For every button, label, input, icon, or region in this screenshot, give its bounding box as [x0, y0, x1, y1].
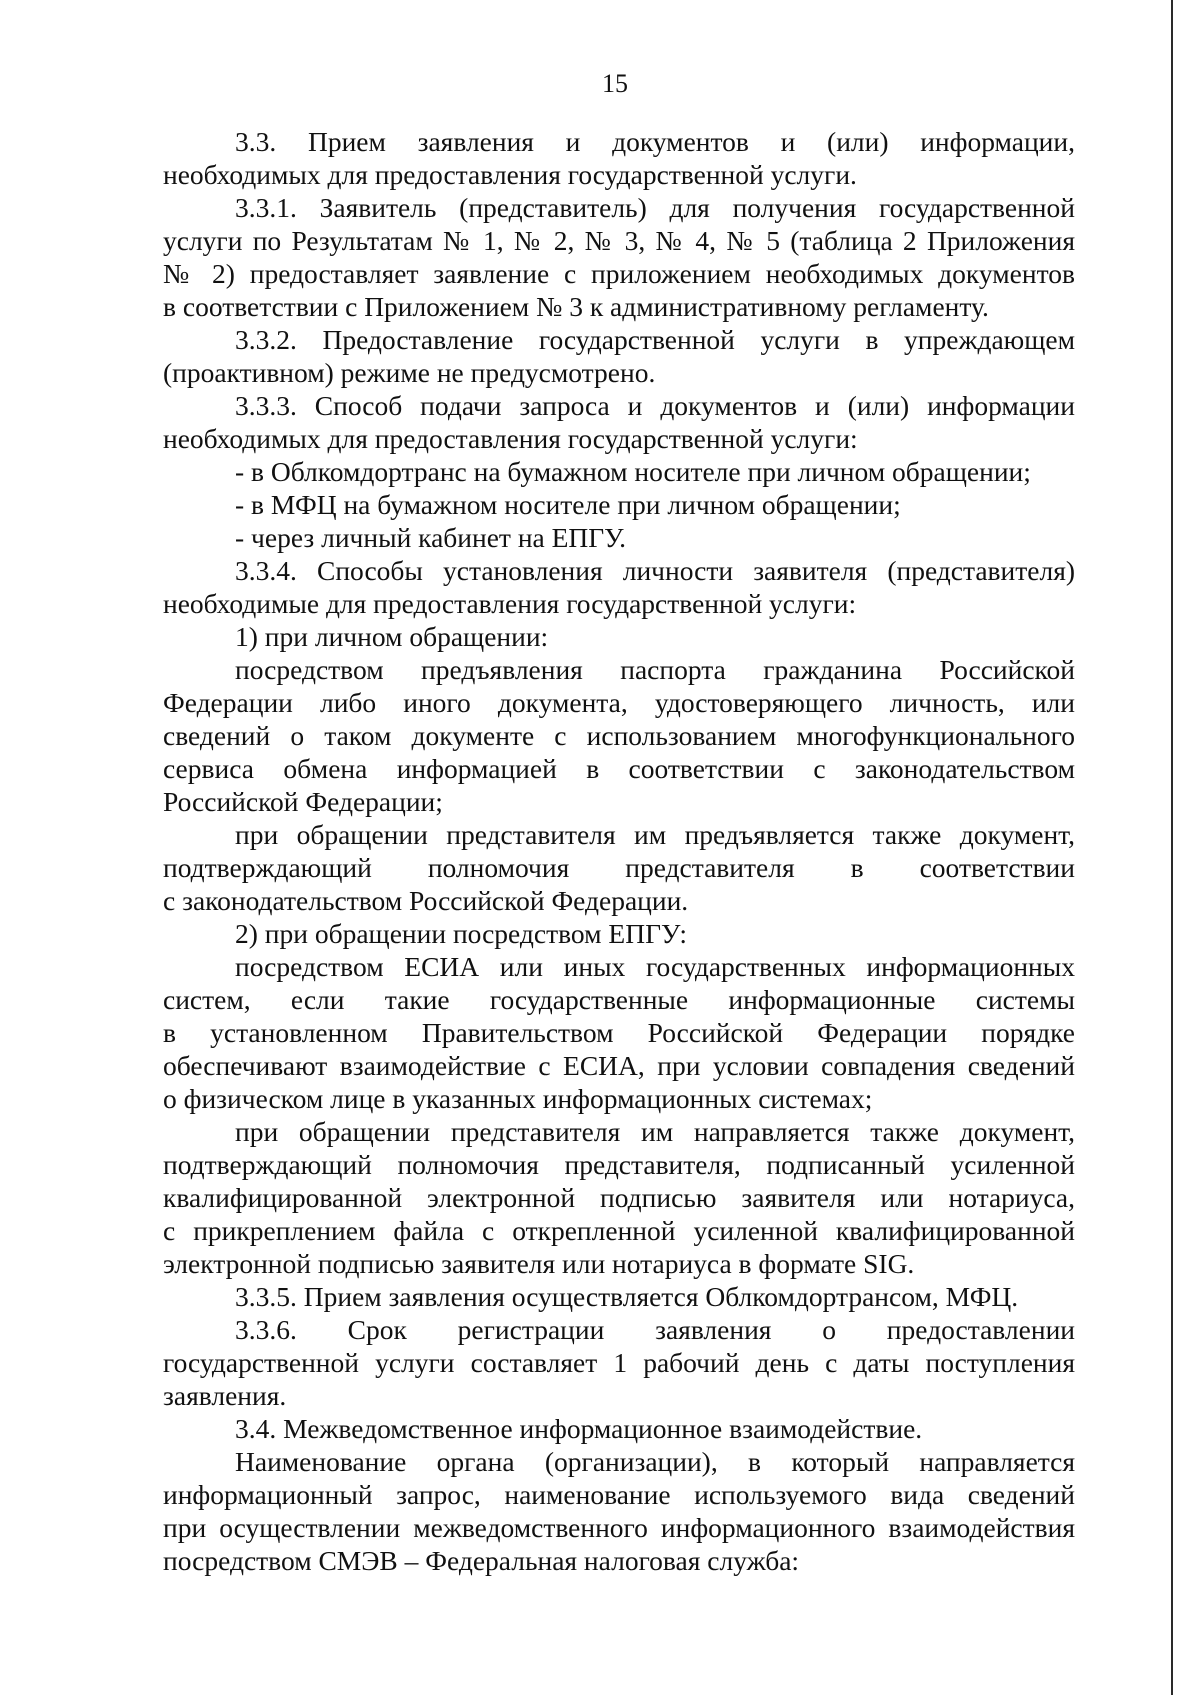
text-line: - через личный кабинет на ЕПГУ.: [235, 522, 627, 553]
text-line: в соответствии с Приложением № 3 к административному регламенту.: [163, 291, 989, 322]
text-line: 3.3.2. Предоставление государственной услуги в упреждающем: [235, 324, 1075, 355]
text-line: № 2) предоставляет заявление с приложением необходимых документов: [163, 258, 1075, 289]
text-line: 3.3.1. Заявитель (представитель) для получения государственной: [235, 192, 1075, 223]
paragraph-item-1: [163, 620, 1075, 653]
text-line: сервиса обмена информацией в соответствии с законодательством: [163, 753, 1075, 784]
paragraph-list-1: [163, 455, 1075, 488]
text-line: с прикреплением файла с открепленной усиленной квалифицированной: [163, 1215, 1075, 1246]
text-line: - в МФЦ на бумажном носителе при личном обращении;: [235, 489, 901, 520]
scan-edge-line: [1171, 0, 1173, 1695]
paragraph-item-2-text: [163, 950, 1075, 1115]
paragraph-item-1-rep: [163, 818, 1075, 917]
text-line: посредством предъявления паспорта гражданина Российской: [235, 654, 1075, 685]
text-line: необходимых для предоставления государственной услуги.: [163, 159, 857, 190]
paragraph-item-1-text: [163, 653, 1075, 818]
text-line: в установленном Правительством Российской Федерации порядке: [163, 1017, 1075, 1048]
paragraph-p-3-3-5: [163, 1280, 1075, 1313]
text-line: подтверждающий полномочия представителя, подписанный усиленной: [163, 1149, 1075, 1180]
text-line: 3.3.4. Способы установления личности заявителя (представителя): [235, 555, 1075, 586]
text-line: квалифицированной электронной подписью заявителя или нотариуса,: [163, 1182, 1075, 1213]
text-line: необходимых для предоставления государственной услуги:: [163, 423, 858, 454]
text-line: подтверждающий полномочия представителя в соответствии: [163, 852, 1075, 883]
text-line: услуги по Результатам № 1, № 2, № 3, № 4, № 5 (таблица 2 Приложения: [163, 225, 1075, 256]
text-line: посредством СМЭВ – Федеральная налоговая служба:: [163, 1545, 800, 1576]
text-line: государственной услуги составляет 1 рабочий день с даты поступления: [163, 1347, 1075, 1378]
paragraph-p-3-3-3: [163, 389, 1075, 455]
text-line: 3.4. Межведомственное информационное взаимодействие.: [235, 1413, 923, 1444]
text-line: 3.3.5. Прием заявления осуществляется Облкомдортрансом, МФЦ.: [235, 1281, 1019, 1312]
text-line: посредством ЕСИА или иных государственных информационных: [235, 951, 1075, 982]
text-line: 1) при личном обращении:: [235, 621, 549, 652]
text-line: 3.3.6. Срок регистрации заявления о предоставлении: [235, 1314, 1075, 1345]
text-line: обеспечивают взаимодействие с ЕСИА, при условии совпадения сведений: [163, 1050, 1075, 1081]
text-line: при осуществлении межведомственного информационного взаимодействия: [163, 1512, 1075, 1543]
text-line: 3.3.3. Способ подачи запроса и документов и (или) информации: [235, 390, 1075, 421]
text-line: (проактивном) режиме не предусмотрено.: [163, 357, 656, 388]
paragraph-list-2: [163, 488, 1075, 521]
paragraph-p-3-4: [163, 1412, 1075, 1445]
text-line: - в Облкомдортранс на бумажном носителе при личном обращении;: [235, 456, 1031, 487]
text-line: Российской Федерации;: [163, 786, 443, 817]
paragraph-p-3-3-1: [163, 191, 1075, 323]
paragraph-p-3-3: [163, 125, 1075, 191]
paragraph-p-3-4-text: [163, 1445, 1075, 1577]
text-line: с законодательством Российской Федерации.: [163, 885, 689, 916]
paragraph-list-3: [163, 521, 1075, 554]
text-line: 2) при обращении посредством ЕПГУ:: [235, 918, 688, 949]
text-line: Федерации либо иного документа, удостоверяющего личность, или: [163, 687, 1075, 718]
paragraph-p-3-3-6: [163, 1313, 1075, 1412]
text-line: сведений о таком документе с использованием многофункционального: [163, 720, 1075, 751]
text-line: при обращении представителя им предъявляется также документ,: [235, 819, 1075, 850]
page-number: 15: [602, 69, 628, 98]
text-line: при обращении представителя им направляется также документ,: [235, 1116, 1075, 1147]
text-line: необходимые для предоставления государственной услуги:: [163, 588, 857, 619]
text-line: Наименование органа (организации), в который направляется: [235, 1446, 1075, 1477]
text-line: о физическом лице в указанных информационных системах;: [163, 1083, 873, 1114]
text-line: систем, если такие государственные информационные системы: [163, 984, 1075, 1015]
paragraph-item-2-rep: [163, 1115, 1075, 1280]
text-line: электронной подписью заявителя или нотариуса в формате SIG.: [163, 1248, 915, 1279]
paragraph-item-2: [163, 917, 1075, 950]
paragraph-p-3-3-4: [163, 554, 1075, 620]
paragraph-p-3-3-2: [163, 323, 1075, 389]
text-line: информационный запрос, наименование используемого вида сведений: [163, 1479, 1075, 1510]
text-line: заявления.: [163, 1380, 287, 1411]
text-line: 3.3. Прием заявления и документов и (или) информации,: [235, 126, 1075, 157]
document-body: [163, 125, 1075, 1577]
